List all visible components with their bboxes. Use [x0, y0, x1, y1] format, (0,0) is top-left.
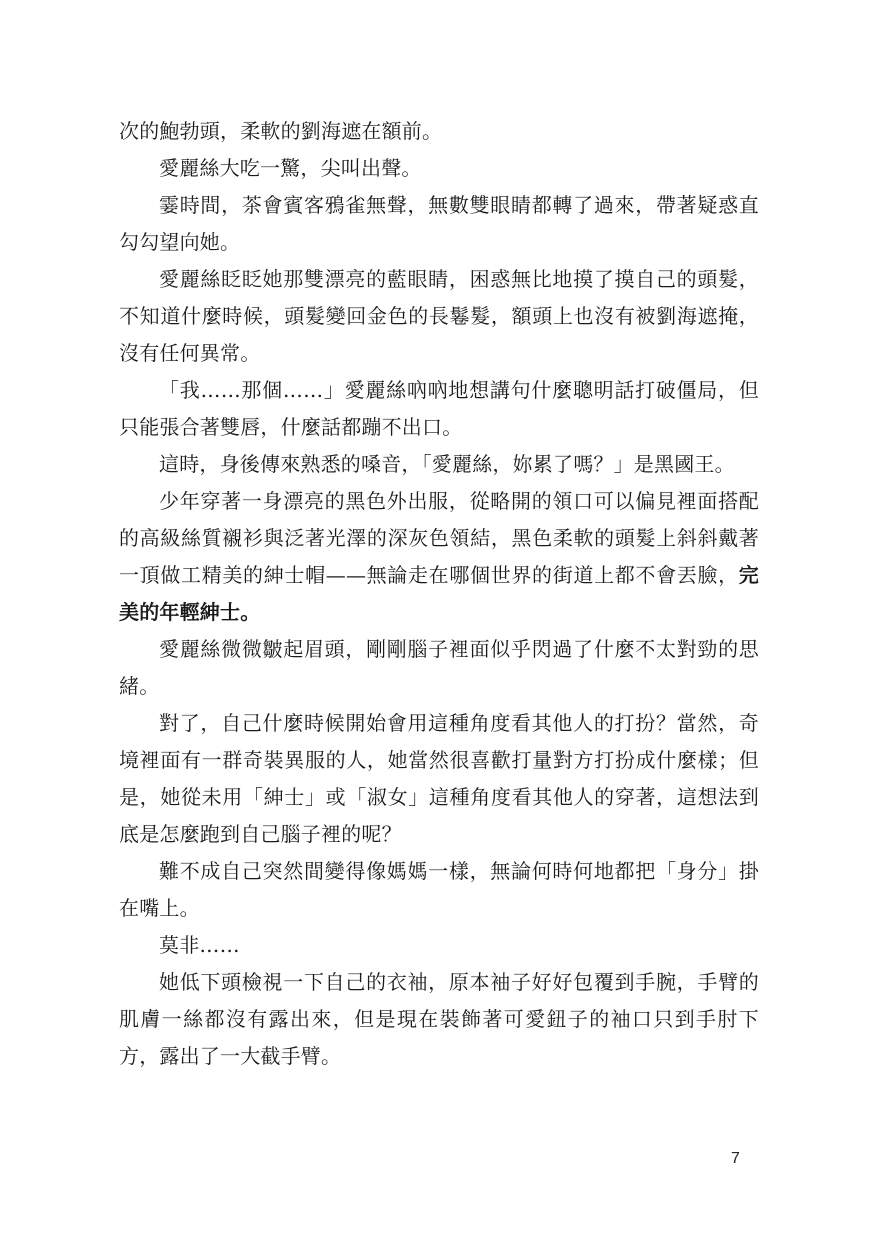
paragraph-text: 莫非……	[159, 933, 240, 957]
paragraph-3	[119, 187, 759, 261]
paragraph-text: 對了，自己什麼時候開始會用這種角度看其他人的打扮？當然，奇境裡面有一群奇裝異服的人，她當然很喜歡打量對方打扮成什麼樣；但是，她從未用「紳士」或「淑女」這種角度看其他人的穿著，這想法到底是怎麼跑到自己腦子裡的呢？	[119, 711, 759, 846]
paragraph-11	[119, 927, 759, 964]
page-number: 7	[731, 1150, 740, 1167]
paragraph-2	[119, 150, 759, 187]
text-body	[119, 113, 759, 1075]
paragraph-9	[119, 705, 759, 853]
paragraph-5	[119, 372, 759, 446]
paragraph-4	[119, 261, 759, 372]
paragraph-text: 少年穿著一身漂亮的黑色外出服，從略開的領口可以偏見裡面搭配的高級絲質襯衫與泛著光澤的深灰色領結，黑色柔軟的頭髮上斜斜戴著一頂做工精美的紳士帽——無論走在哪個世界的街道上都不會丟臉，	[119, 489, 759, 587]
paragraph-text: 難不成自己突然間變得像媽媽一樣，無論何時何地都把「身分」掛在嘴上。	[119, 859, 759, 920]
paragraph-text: 愛麗絲微微皺起眉頭，剛剛腦子裡面似乎閃過了什麼不太對勁的思緒。	[119, 637, 759, 698]
paragraph-12	[119, 964, 759, 1075]
paragraph-6	[119, 446, 759, 483]
emphasis-text: 完美的年輕紳士。	[119, 563, 759, 624]
paragraph-text: 愛麗絲大吃一驚，尖叫出聲。	[159, 156, 422, 180]
paragraph-7	[119, 483, 759, 631]
paragraph-8	[119, 631, 759, 705]
paragraph-text: 次的鮑勃頭，柔軟的劉海遮在額前。	[119, 119, 443, 143]
paragraph-text: 霎時間，茶會賓客鴉雀無聲，無數雙眼睛都轉了過來，帶著疑惑直勾勾望向她。	[119, 193, 759, 254]
paragraph-10	[119, 853, 759, 927]
paragraph-text: 「我……那個……」愛麗絲吶吶地想講句什麼聰明話打破僵局，但只能張合著雙唇，什麼話都蹦不出口。	[119, 378, 759, 439]
paragraph-1	[119, 113, 759, 150]
paragraph-text: 這時，身後傳來熟悉的嗓音，「愛麗絲，妳累了嗎？」是黑國王。	[159, 452, 735, 476]
paragraph-text: 愛麗絲眨眨她那雙漂亮的藍眼睛，困惑無比地摸了摸自己的頭髮，不知道什麼時候，頭髮變回金色的長鬈髮，額頭上也沒有被劉海遮掩，沒有任何異常。	[119, 267, 759, 365]
paragraph-text: 她低下頭檢視一下自己的衣袖，原本袖子好好包覆到手腕，手臂的肌膚一絲都沒有露出來，但是現在裝飾著可愛鈕子的袖口只到手肘下方，露出了一大截手臂。	[119, 970, 759, 1068]
